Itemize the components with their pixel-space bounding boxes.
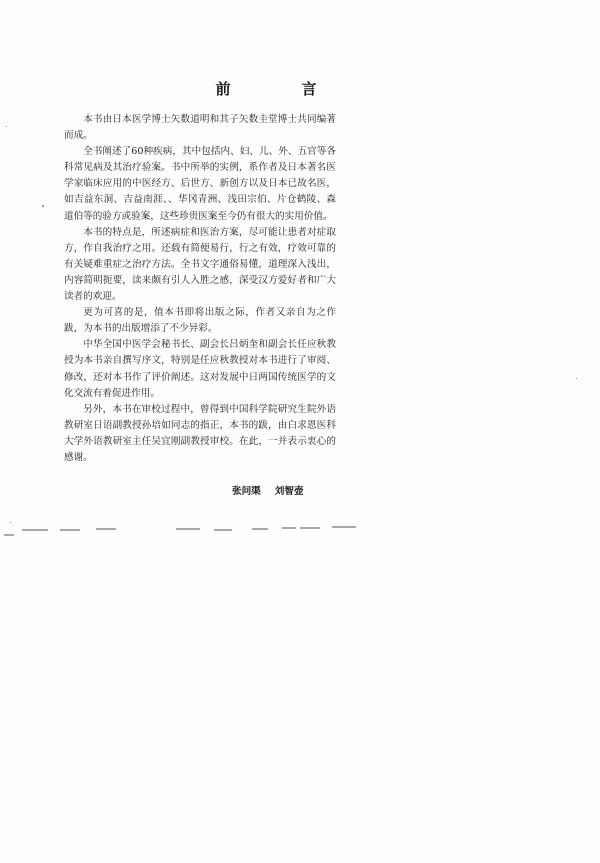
preface-body — [64, 112, 336, 466]
preface-paragraph-4: 更为可喜的是，值本书即将出版之际，作者又亲自为之作跋，为本书的出版增添了不少异彩。 — [64, 307, 336, 335]
scan-speck — [576, 378, 577, 379]
scan-speck — [10, 522, 11, 523]
preface-paragraph-1: 本书由日本医学博士矢数道明和其子矢数圭堂博士共同编著而成。 — [64, 114, 336, 142]
signature-name-2: 刘智壶 — [274, 486, 304, 497]
signature-name-1: 张问渠 — [232, 486, 261, 497]
signature — [232, 483, 304, 497]
scan-speck — [42, 205, 44, 207]
preface-paragraph-5: 中华全国中医学会秘书长、副会长吕炳奎和副会长任应秋教授为本书亲自撰写序文，特别是任应秋教授对本书进行了审阅、修改，还对本书作了评价阐述。这对发展中日两国传统医学的文化交流有着促进作用。 — [64, 339, 336, 399]
scan-speck — [6, 126, 7, 127]
preface-paragraph-6: 另外，本书在审校过程中，曾得到中国科学院研究生院外语教研室日语副教授孙培如同志的指正，本书的跋，由白求恩医科大学外语教研室主任吴宜刚副教授审校。在此，一并表示衷心的感谢。 — [64, 403, 336, 463]
scan-dash-artifact — [0, 524, 600, 536]
page-title: 前 言 — [215, 80, 345, 98]
preface-paragraph-3: 本书的特点是，所述病症和医治方案，尽可能让患者对症取方，作自我治疗之用。还载有简便易行，行之有效，疗效可靠的有关疑难重症之治疗方法。全书文字通俗易懂，道理深入浅出，内容简明扼要，读来颇有引人入胜之感，深受汉方爱好者和广大读者的欢迎。 — [64, 226, 336, 303]
preface-paragraph-2: 全书阐述了60种疾病，其中包括内、妇、儿、外、五官等各科常见病及其治疗验案。书中所举的实例，系作者及日本著名医学家临床应用的中医经方、后世方、新创方以及日本已故名医，如吉益东洞、吉益南涯、、华冈青洲、浅田宗伯、片仓鹤陵、森道伯等的验方或验案，这些珍贵医案至今仍有很大的实用价值。 — [64, 146, 336, 222]
